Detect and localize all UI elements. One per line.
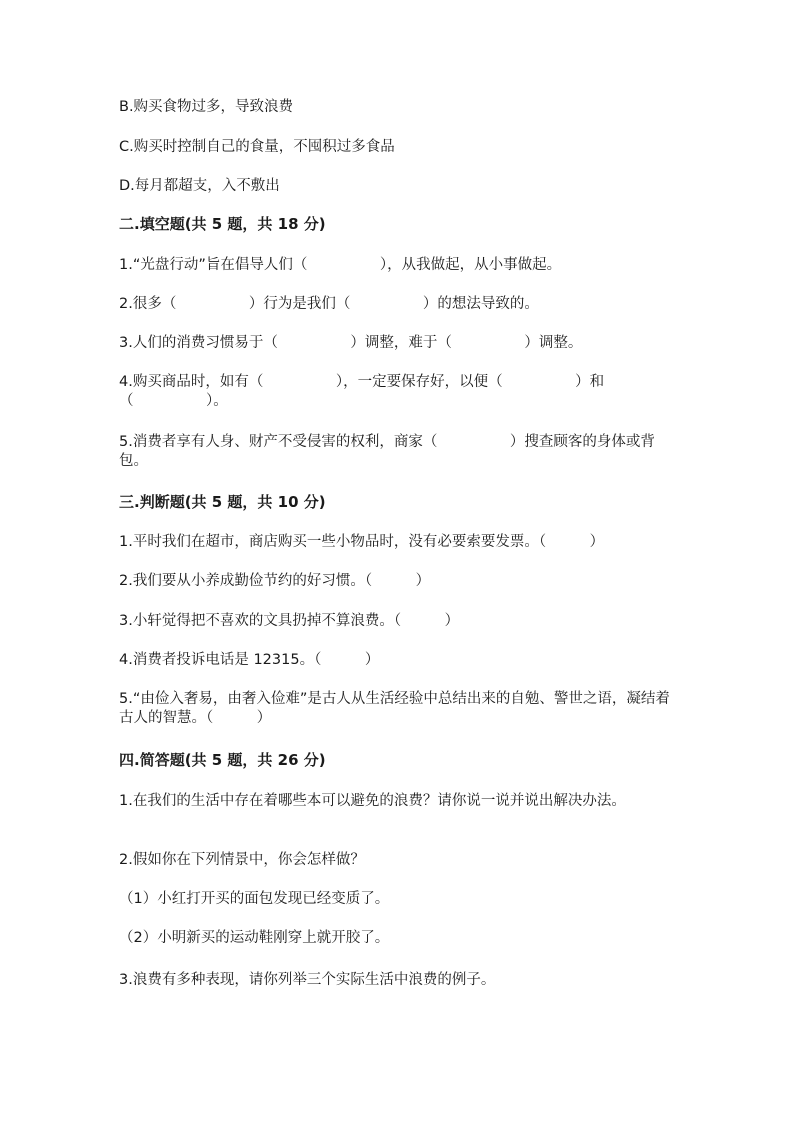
short-answer-question-3: 3.浪费有多种表现，请你列举三个实际生活中浪费的例子。 <box>119 972 496 988</box>
fill-blank-question-5: 5.消费者享有人身、财产不受侵害的权利，商家（ ）搜查顾客的身体或背包。 <box>119 434 655 469</box>
judgment-question-2: 2.我们要从小养成勤俭节约的好习惯。（ ） <box>119 573 431 589</box>
option-b: B.购买食物过多，导致浪费 <box>119 99 294 115</box>
judgment-question-3: 3.小轩觉得把不喜欢的文具扔掉不算浪费。（ ） <box>119 613 460 629</box>
fill-blank-question-2: 2.很多（ ）行为是我们（ ）的想法导致的。 <box>119 296 539 312</box>
judgment-question-1: 1.平时我们在超市，商店购买一些小物品时，没有必要索要发票。（ ） <box>119 534 605 550</box>
option-d: D.每月都超支，入不敷出 <box>119 178 280 194</box>
judgment-question-5: 5.“由俭入奢易，由奢入俭难”是古人从生活经验中总结出来的自勉、警世之语，凝结着古人的智慧。（ ） <box>119 691 670 726</box>
section-short-answer-title: 四.简答题(共 5 题，共 26 分) <box>119 751 326 769</box>
fill-blank-question-4: 4.购买商品时，如有（ ），一定要保存好，以便（ ）和（ ）。 <box>119 374 605 409</box>
short-answer-question-2: 2.假如你在下列情景中，你会怎样做？ <box>119 852 365 868</box>
short-answer-question-2-part-2: （2）小明新买的运动鞋刚穿上就开胶了。 <box>119 930 390 946</box>
judgment-question-4: 4.消费者投诉电话是 12315。（ ） <box>119 652 380 668</box>
short-answer-question-2-part-1: （1）小红打开买的面包发现已经变质了。 <box>119 891 390 907</box>
fill-blank-question-1: 1.“光盘行动”旨在倡导人们（ ），从我做起，从小事做起。 <box>119 257 562 273</box>
option-c: C.购买时控制自己的食量，不囤积过多食品 <box>119 139 395 155</box>
fill-blank-question-3: 3.人们的消费习惯易于（ ）调整，难于（ ）调整。 <box>119 335 583 351</box>
short-answer-question-1: 1.在我们的生活中存在着哪些本可以避免的浪费？请你说一说并说出解决办法。 <box>119 793 626 809</box>
section-fill-blank-title: 二.填空题(共 5 题，共 18 分) <box>119 215 326 233</box>
section-judgment-title: 三.判断题(共 5 题，共 10 分) <box>119 493 326 511</box>
